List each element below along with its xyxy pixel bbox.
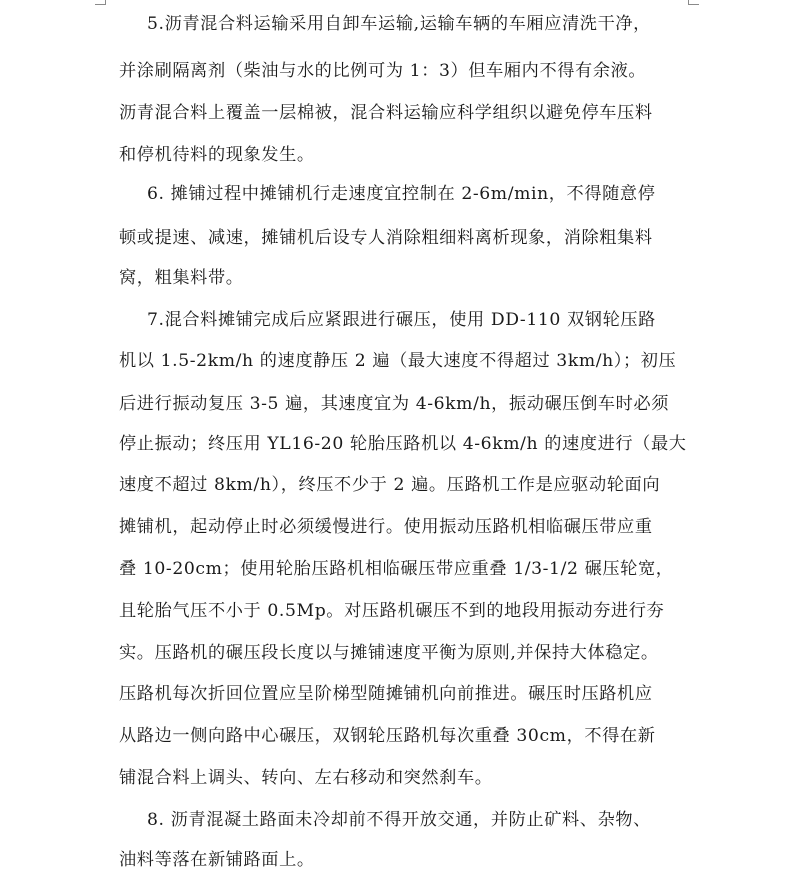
text-line: 8. 沥青混凝土路面未冷却前不得开放交通，并防止矿料、杂物、 <box>147 810 651 830</box>
text-line: 压路机每次折回位置应呈阶梯型随摊铺机向前推进。碾压时压路机应 <box>119 684 653 704</box>
text-line: 窝，粗集料带。 <box>119 268 244 288</box>
text-line: 机以 1.5-2km/h 的速度静压 2 遍（最大速度不得超过 3km/h）；初压 <box>119 351 677 371</box>
text-line: 停止振动；终压用 YL16-20 轮胎压路机以 4-6km/h 的速度进行（最大 <box>119 434 687 454</box>
text-line: 和停机待料的现象发生。 <box>119 145 315 165</box>
text-line: 从路边一侧向路中心碾压，双钢轮压路机每次重叠 30cm，不得在新 <box>119 726 656 746</box>
text-line: 叠 10-20cm；使用轮胎压路机相临碾压带应重叠 1/3-1/2 碾压轮宽， <box>119 559 674 579</box>
page-corner-mark-right <box>688 0 699 5</box>
text-line: 油料等落在新铺路面上。 <box>119 850 315 870</box>
text-line: 沥青混合料上覆盖一层棉被，混合料运输应科学组织以避免停车压料 <box>119 103 653 123</box>
text-line: 实。压路机的碾压段长度以与摊铺速度平衡为原则,并保持大体稳定。 <box>119 643 659 663</box>
text-line: 顿或提速、减速，摊铺机后设专人消除粗细料离析现象，消除粗集料 <box>119 228 653 248</box>
text-line: 后进行振动复压 3-5 遍，其速度宜为 4-6km/h，振动碾压倒车时必须 <box>119 394 670 414</box>
page-corner-mark-left <box>95 0 106 5</box>
text-line: 速度不超过 8km/h），终压不少于 2 遍。压路机工作是应驱动轮面向 <box>119 475 661 495</box>
text-line: 7.混合料摊铺完成后应紧跟进行碾压，使用 DD-110 双钢轮压路 <box>147 310 656 330</box>
text-line: 铺混合料上调头、转向、左右移动和突然刹车。 <box>119 768 493 788</box>
text-line: 并涂刷隔离剂（柴油与水的比例可为 1：3）但车厢内不得有余液。 <box>119 61 647 81</box>
text-line: 5.沥青混合料运输采用自卸车运输,运输车辆的车厢应清洗干净， <box>147 14 651 34</box>
text-line: 且轮胎气压不小于 0.5Mp。对压路机碾压不到的地段用振动夯进行夯 <box>119 601 665 621</box>
text-line: 摊铺机，起动停止时必须缓慢进行。使用振动压路机相临碾压带应重 <box>119 517 653 537</box>
text-line: 6. 摊铺过程中摊铺机行走速度宜控制在 2-6m/min，不得随意停 <box>147 184 656 204</box>
